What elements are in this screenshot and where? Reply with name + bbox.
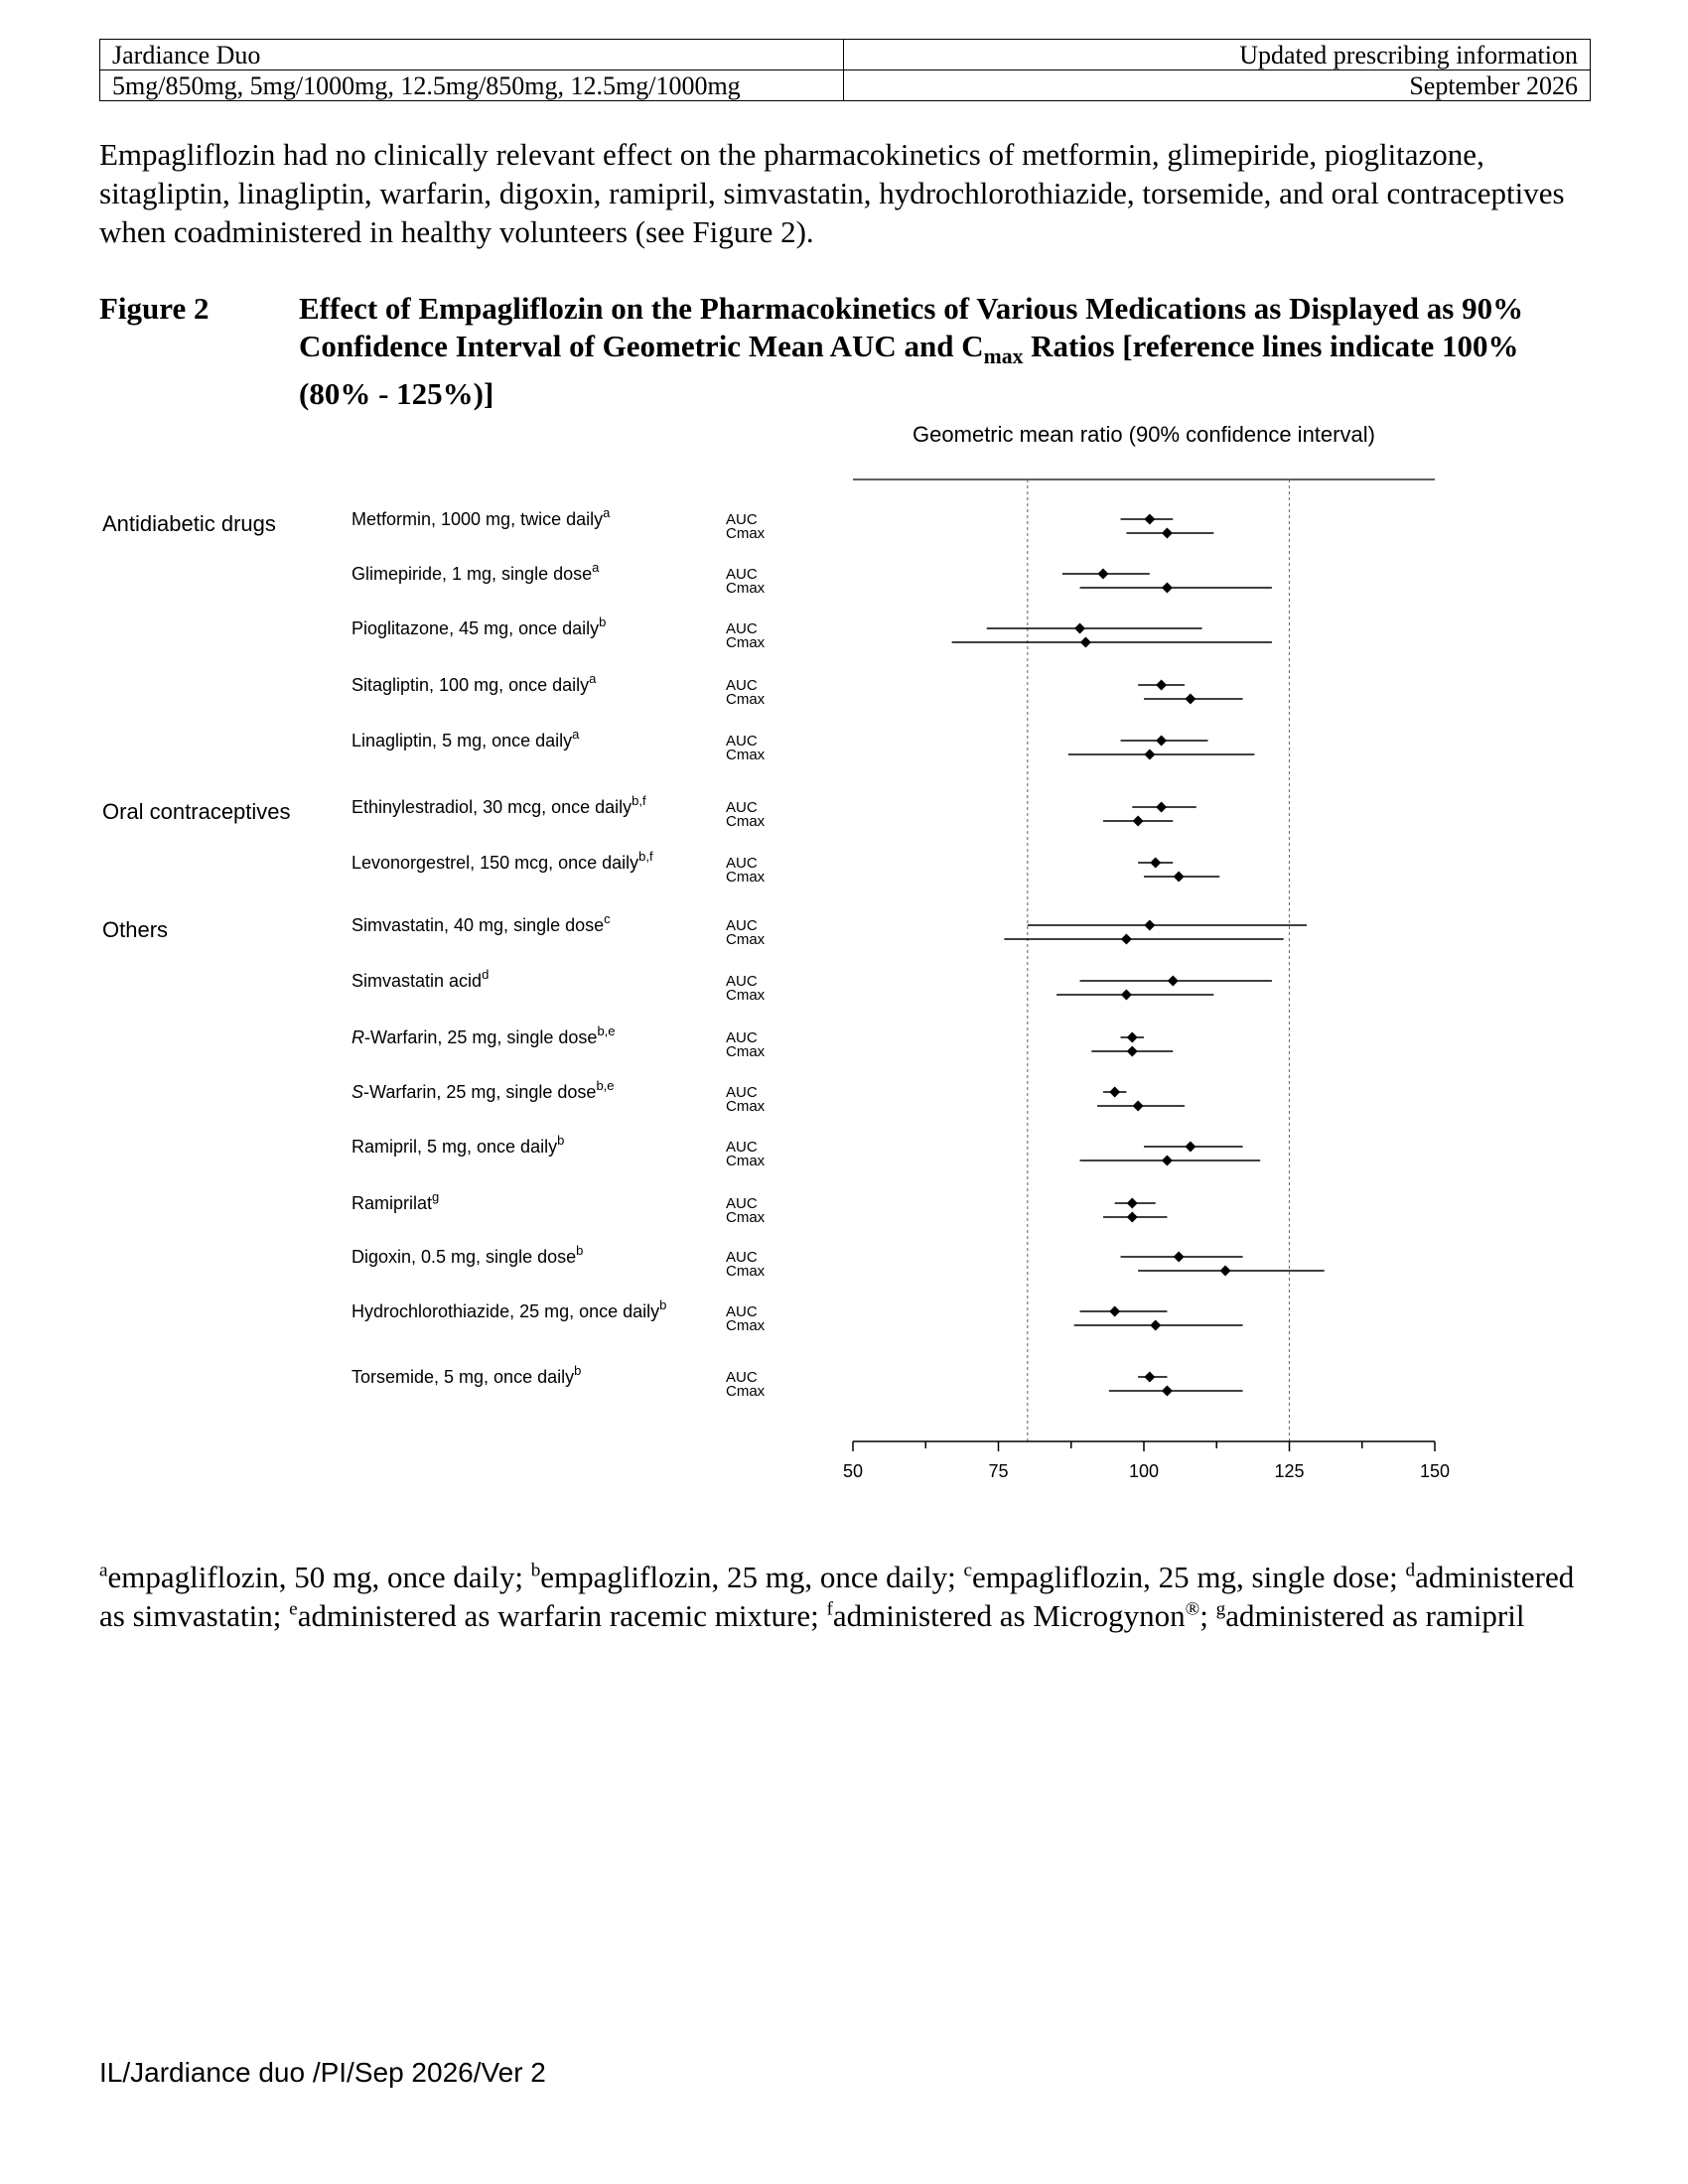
auc-estimate-marker (1127, 1198, 1138, 1209)
x-tick-label: 75 (988, 1461, 1009, 1481)
auc-estimate-marker (1185, 1142, 1196, 1153)
footnotes (99, 1558, 1599, 1635)
chart-title: Geometric mean ratio (90% confidence interval) (913, 422, 1375, 447)
drug-label: Ethinylestradiol, 30 mcg, once daily$^{b,f}$ (352, 793, 646, 817)
footnote-mark: e (289, 1598, 298, 1620)
cmax-label: Cmax (726, 580, 766, 597)
x-tick-label: 125 (1274, 1461, 1305, 1481)
footnote-separator: ; (1199, 1598, 1216, 1633)
auc-label: AUC (726, 973, 758, 990)
x-tick-label: 100 (1128, 1461, 1160, 1481)
footnote-text: administered as warfarin racemic mixture; (297, 1598, 827, 1633)
document-type: Updated prescribing information (844, 40, 1591, 70)
x-tick-label: 50 (842, 1461, 864, 1481)
auc-label: AUC (726, 1139, 758, 1156)
group-label: Oral contraceptives (102, 799, 291, 824)
auc-estimate-marker (1074, 623, 1085, 634)
cmax-estimate-marker (1162, 1156, 1173, 1166)
footnote-text: empagliflozin, 50 mg, once daily; (107, 1560, 531, 1594)
auc-label: AUC (726, 1249, 758, 1266)
product-strengths: 5mg/850mg, 5mg/1000mg, 12.5mg/850mg, 12.5mg/1000mg (100, 70, 844, 101)
cmax-estimate-marker (1144, 750, 1155, 760)
drug-label: Metformin, 1000 mg, twice daily$^a$ (352, 505, 611, 529)
drug-label: Ramiprilat$^g$ (352, 1189, 440, 1213)
auc-label: AUC (726, 677, 758, 694)
cmax-estimate-marker (1121, 934, 1132, 945)
group-label: Others (102, 917, 169, 942)
cmax-estimate-marker (1162, 1386, 1173, 1397)
footnote-text: empagliflozin, 25 mg, single dose; (971, 1560, 1406, 1594)
auc-label: AUC (726, 1195, 758, 1212)
cmax-estimate-marker (1185, 694, 1196, 705)
document-date: September 2026 (844, 70, 1591, 101)
footnote-text: empagliflozin, 25 mg, once daily; (540, 1560, 964, 1594)
auc-label: AUC (726, 1369, 758, 1386)
cmax-estimate-marker (1127, 1046, 1138, 1057)
auc-estimate-marker (1156, 736, 1167, 747)
cmax-estimate-marker (1133, 1101, 1144, 1112)
auc-label: AUC (726, 620, 758, 637)
cmax-label: Cmax (726, 869, 766, 886)
cmax-label: Cmax (726, 1098, 766, 1115)
cmax-label: Cmax (726, 1263, 766, 1280)
caption-cmax-sub: max (983, 344, 1024, 369)
drug-label: Levonorgestrel, 150 mcg, once daily$^{b,f}$ (352, 849, 653, 873)
cmax-estimate-marker (1162, 528, 1173, 539)
caption-cmax: C (961, 329, 984, 363)
auc-label: AUC (726, 566, 758, 583)
auc-estimate-marker (1168, 976, 1179, 987)
cmax-estimate-marker (1121, 990, 1132, 1001)
cmax-estimate-marker (1162, 583, 1173, 594)
drug-label: R-Warfarin, 25 mg, single dose$^{b,e}$ (352, 1024, 616, 1047)
cmax-estimate-marker (1150, 1320, 1161, 1331)
intro-paragraph: Empagliflozin had no clinically relevant effect on the pharmacokinetics of metformin, glimepiride, pioglitazone, sitagliptin, linagliptin, warfarin, digoxin, ramipril, simvastatin, hydrochlorothiazide, torsemide, and oral contraceptives when coadministered in healthy volunteers (see Figure 2). (99, 137, 1565, 249)
x-tick-label: 150 (1419, 1461, 1451, 1481)
caption-part1: Effect of Empagliflozin on the Pharmacokinetics of Various Medications as Displayed as 90% Confidence Interval of Geometric Mean AUC and (299, 291, 1524, 363)
drug-label: Glimepiride, 1 mg, single dose$^a$ (352, 560, 600, 584)
drug-label: S-Warfarin, 25 mg, single dose$^{b,e}$ (352, 1078, 615, 1102)
cmax-estimate-marker (1127, 1212, 1138, 1223)
cmax-label: Cmax (726, 987, 766, 1004)
figure-label: Figure 2 (99, 291, 210, 326)
drug-label: Hydrochlorothiazide, 25 mg, once daily$^b$ (352, 1297, 667, 1321)
drug-label: Ramipril, 5 mg, once daily$^b$ (352, 1133, 565, 1157)
caption-part2: Ratios [reference lines indicate 100% (80% - 125%)] (299, 329, 1519, 412)
footnote-mark: b (530, 1560, 541, 1581)
auc-label: AUC (726, 1303, 758, 1320)
cmax-label: Cmax (726, 813, 766, 830)
cmax-label: Cmax (726, 747, 766, 763)
auc-estimate-marker (1127, 1032, 1138, 1043)
footnote-mark: a (99, 1560, 108, 1581)
auc-estimate-marker (1156, 802, 1167, 813)
cmax-estimate-marker (1174, 872, 1185, 883)
auc-estimate-marker (1144, 514, 1155, 525)
auc-label: AUC (726, 855, 758, 872)
auc-label: AUC (726, 917, 758, 934)
auc-label: AUC (726, 1029, 758, 1046)
auc-label: AUC (726, 511, 758, 528)
cmax-estimate-marker (1080, 637, 1091, 648)
footnote-mark: c (963, 1560, 972, 1581)
cmax-label: Cmax (726, 1153, 766, 1169)
footnote-text: administered as Microgynon (832, 1598, 1186, 1633)
cmax-label: Cmax (726, 634, 766, 651)
cmax-label: Cmax (726, 525, 766, 542)
drug-label: Simvastatin acid$^d$ (352, 967, 490, 991)
cmax-label: Cmax (726, 691, 766, 708)
footnote-text: administered as ramipril (1225, 1598, 1525, 1633)
auc-label: AUC (726, 1084, 758, 1101)
cmax-estimate-marker (1220, 1266, 1231, 1277)
cmax-label: Cmax (726, 931, 766, 948)
drug-label: Torsemide, 5 mg, once daily$^b$ (352, 1363, 582, 1387)
group-label: Antidiabetic drugs (102, 511, 276, 536)
auc-estimate-marker (1156, 680, 1167, 691)
auc-estimate-marker (1174, 1252, 1185, 1263)
auc-label: AUC (726, 799, 758, 816)
cmax-label: Cmax (726, 1209, 766, 1226)
cmax-label: Cmax (726, 1317, 766, 1334)
drug-label: Pioglitazone, 45 mg, once daily$^b$ (352, 614, 607, 638)
cmax-estimate-marker (1133, 816, 1144, 827)
auc-estimate-marker (1150, 858, 1161, 869)
cmax-label: Cmax (726, 1043, 766, 1060)
footnote-mark: f (826, 1598, 833, 1620)
drug-label: Simvastatin, 40 mg, single dose$^c$ (352, 911, 611, 935)
drug-label: Sitagliptin, 100 mg, once daily$^a$ (352, 671, 597, 695)
cmax-label: Cmax (726, 1383, 766, 1400)
auc-estimate-marker (1144, 1372, 1155, 1383)
footnote-text: administered as simvastatin; (99, 1560, 1575, 1633)
auc-estimate-marker (1097, 569, 1108, 580)
footnote-mark: d (1405, 1560, 1416, 1581)
page-footer: IL/Jardiance duo /PI/Sep 2026/Ver 2 (99, 2057, 546, 2088)
auc-estimate-marker (1109, 1306, 1120, 1317)
auc-estimate-marker (1144, 920, 1155, 931)
registered-mark: ® (1185, 1598, 1200, 1620)
product-name: Jardiance Duo (100, 40, 844, 70)
footnote-mark: g (1215, 1598, 1226, 1620)
auc-label: AUC (726, 733, 758, 750)
auc-estimate-marker (1109, 1087, 1120, 1098)
drug-label: Linagliptin, 5 mg, once daily$^a$ (352, 727, 580, 751)
drug-label: Digoxin, 0.5 mg, single dose$^b$ (352, 1243, 584, 1267)
